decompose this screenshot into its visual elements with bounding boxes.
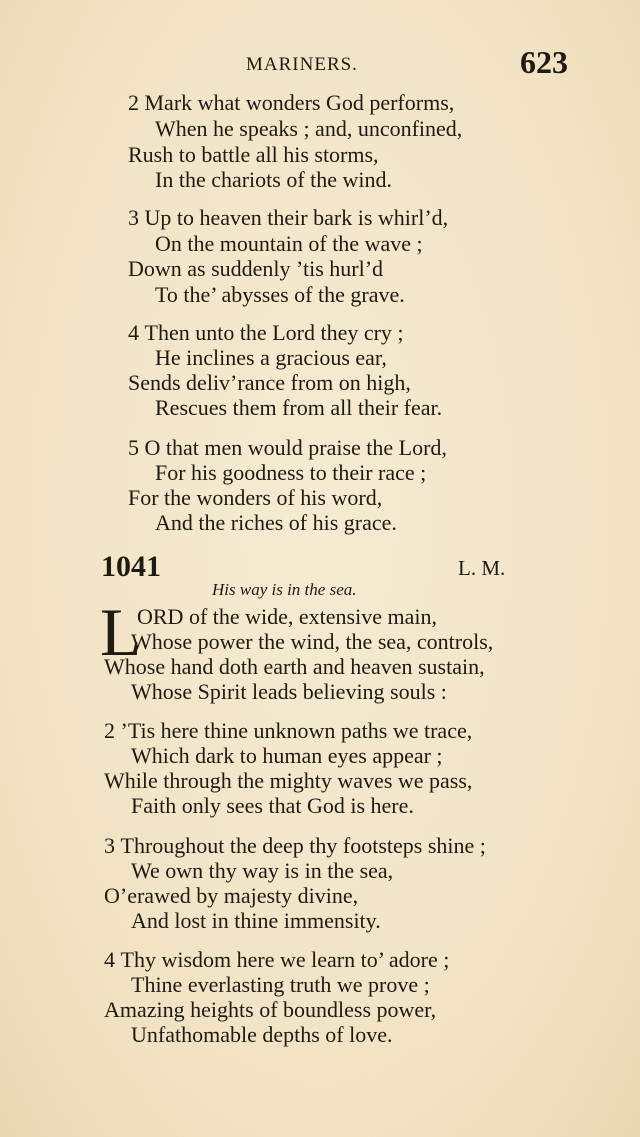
verse-line: Whose Spirit leads believing souls : <box>131 679 447 704</box>
stanza-number: 3 <box>104 833 115 858</box>
verse-line: Rescues them from all their fear. <box>155 395 443 420</box>
verse-line: Rush to battle all his storms, <box>128 142 379 167</box>
verse-line: For the wonders of his word, <box>128 485 383 510</box>
verse-text: Throughout the deep thy footsteps shine ; <box>120 833 486 858</box>
verse-line: O’erawed by majesty divine, <box>104 883 359 908</box>
verse-line: For his goodness to their race ; <box>155 460 427 485</box>
verse-line <box>128 435 447 461</box>
verse-text: ’Tis here thine unknown paths we trace, <box>120 718 473 743</box>
verse-text: Then unto the Lord they cry ; <box>144 320 404 345</box>
hymn-number: 1041 <box>101 550 161 583</box>
verse-line <box>128 320 404 346</box>
verse-line: He inclines a gracious ear, <box>155 345 387 370</box>
verse-line: Thine everlasting truth we prove ; <box>131 972 430 997</box>
verse-line: Sends deliv’rance from on high, <box>128 370 411 395</box>
verse-line: On the mountain of the wave ; <box>155 231 423 256</box>
stanza-number: 5 <box>128 435 139 460</box>
verse-line <box>104 833 486 859</box>
verse-line: When he speaks ; and, unconfined, <box>155 116 463 141</box>
verse-line: Down as suddenly ’tis hurl’d <box>128 256 384 281</box>
verse-text: O that men would praise the Lord, <box>144 435 447 460</box>
hymn-meter: L. M. <box>458 556 506 580</box>
page-header <box>0 44 640 90</box>
verse-line: ORD of the wide, extensive main, <box>137 604 437 629</box>
verse-line: And the riches of his grace. <box>155 510 397 535</box>
verse-line: Amazing heights of boundless power, <box>104 997 437 1022</box>
verse-line: Unfathomable depths of love. <box>131 1022 393 1047</box>
hymn-subtitle: His way is in the sea. <box>212 580 357 599</box>
stanza-number: 2 <box>104 718 115 743</box>
verse-line: Whose hand doth earth and heaven sustain, <box>104 654 485 679</box>
verse-line: Faith only sees that God is here. <box>131 793 414 818</box>
verse-line: We own thy way is in the sea, <box>131 858 394 883</box>
verse-line <box>104 947 449 973</box>
verse-line: Which dark to human eyes appear ; <box>131 743 443 768</box>
page-number: 623 <box>520 44 568 80</box>
verse-text: Thy wisdom here we learn to’ adore ; <box>120 947 450 972</box>
verse-line <box>128 205 448 231</box>
stanza-number: 4 <box>104 947 115 972</box>
verse-line: In the chariots of the wind. <box>155 167 393 192</box>
verse-line: And lost in thine immensity. <box>131 908 381 933</box>
verse-line: While through the mighty waves we pass, <box>104 768 473 793</box>
verse-line <box>128 90 454 116</box>
verse-text: Mark what wonders God performs, <box>144 90 455 115</box>
stanza-number: 4 <box>128 320 139 345</box>
drop-cap: L <box>100 594 142 670</box>
verse-text: Up to heaven their bark is whirl’d, <box>144 205 449 230</box>
verse-line: Whose power the wind, the sea, controls, <box>131 629 494 654</box>
verse-line: To the’ abysses of the grave. <box>155 282 405 307</box>
verse-line <box>104 718 472 744</box>
stanza-number: 3 <box>128 205 139 230</box>
running-head: MARINERS. <box>246 54 358 75</box>
stanza-number: 2 <box>128 90 139 115</box>
